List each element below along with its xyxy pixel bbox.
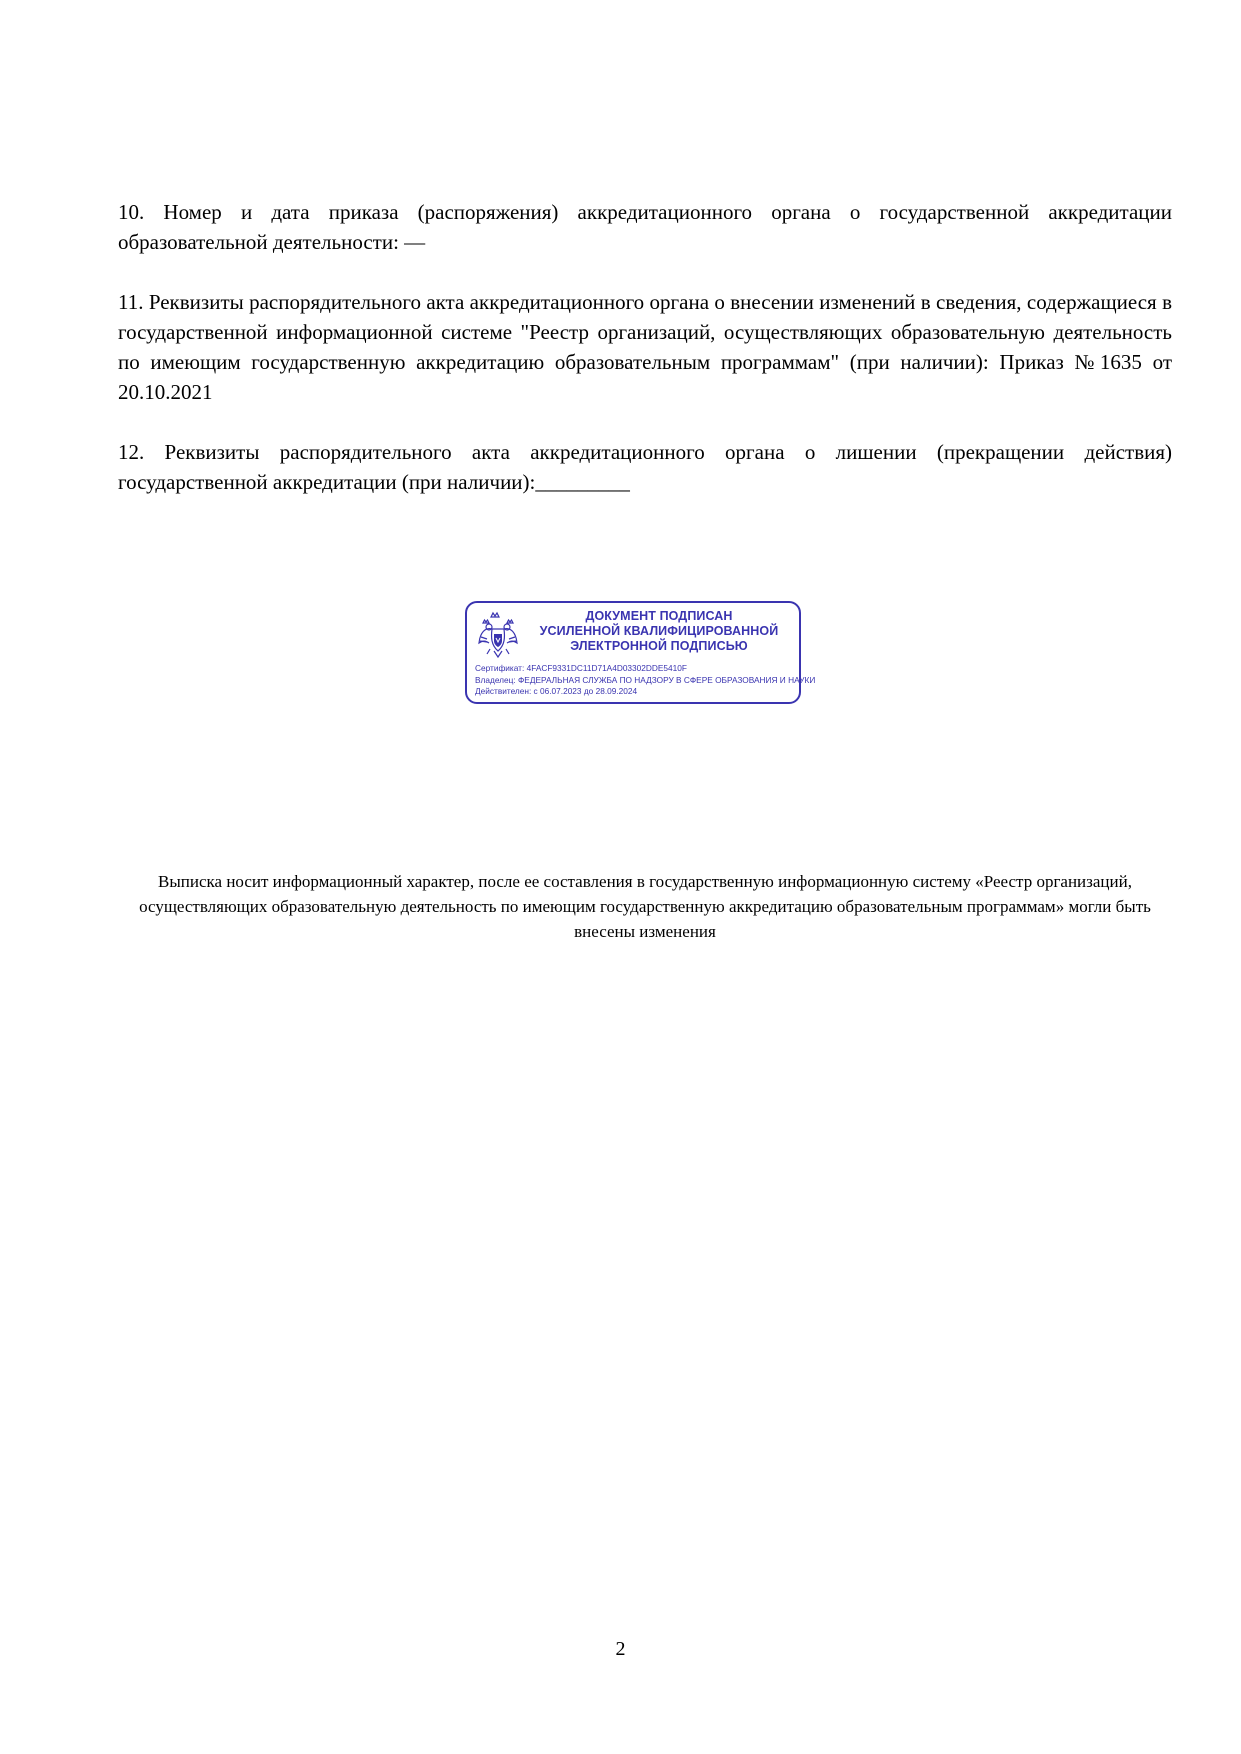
item-12-revocation-act: 12. Реквизиты распорядительного акта аккредитационного органа о лишении (прекращении действия) государственной аккредитации (при наличии):_________ — [118, 440, 1172, 494]
item-11-amendment-act: 11. Реквизиты распорядительного акта аккредитационного органа о внесении изменений в сведения, содержащиеся в государственной информационной системе "Реестр организаций, осуществляющих образовательную деятельность по имеющим государственную аккредитацию образовательным программам" (при наличии): Приказ №1635 от 20.10.2021 — [118, 290, 1172, 404]
stamp-title-line-2: УСИЛЕННОЙ КВАЛИФИЦИРОВАННОЙ — [539, 624, 779, 638]
stamp-details — [475, 663, 816, 698]
stamp-owner: Владелец: ФЕДЕРАЛЬНАЯ СЛУЖБА ПО НАДЗОРУ В СФЕРЕ ОБРАЗОВАНИЯ И НАУКИ — [475, 674, 816, 685]
stamp-title-line-1: ДОКУМЕНТ ПОДПИСАН — [585, 609, 733, 623]
stamp-validity: Действителен: с 06.07.2023 до 28.09.2024 — [475, 686, 638, 696]
informational-footnote: Выписка носит информационный характер, после ее составления в государственную информационную систему «Реестр организаций, осуществляющих образовательную деятельность по имеющим государственную аккредитацию образовательным программам» могли быть внесены изменения — [139, 872, 1151, 941]
page-number: 2 — [615, 1638, 626, 1660]
electronic-signature-stamp — [465, 601, 816, 704]
item-10-accreditation-order: 10. Номер и дата приказа (распоряжения) аккредитационного органа о государственной аккредитации образовательной деятельности: — — [118, 200, 1172, 254]
stamp-title — [523, 609, 795, 654]
stamp-certificate: Сертификат: 4FACF9331DC11D71A4D03302DDE5410F — [475, 663, 687, 673]
russian-coat-of-arms-icon — [477, 611, 519, 659]
stamp-title-line-3: ЭЛЕКТРОННОЙ ПОДПИСЬЮ — [570, 639, 748, 653]
